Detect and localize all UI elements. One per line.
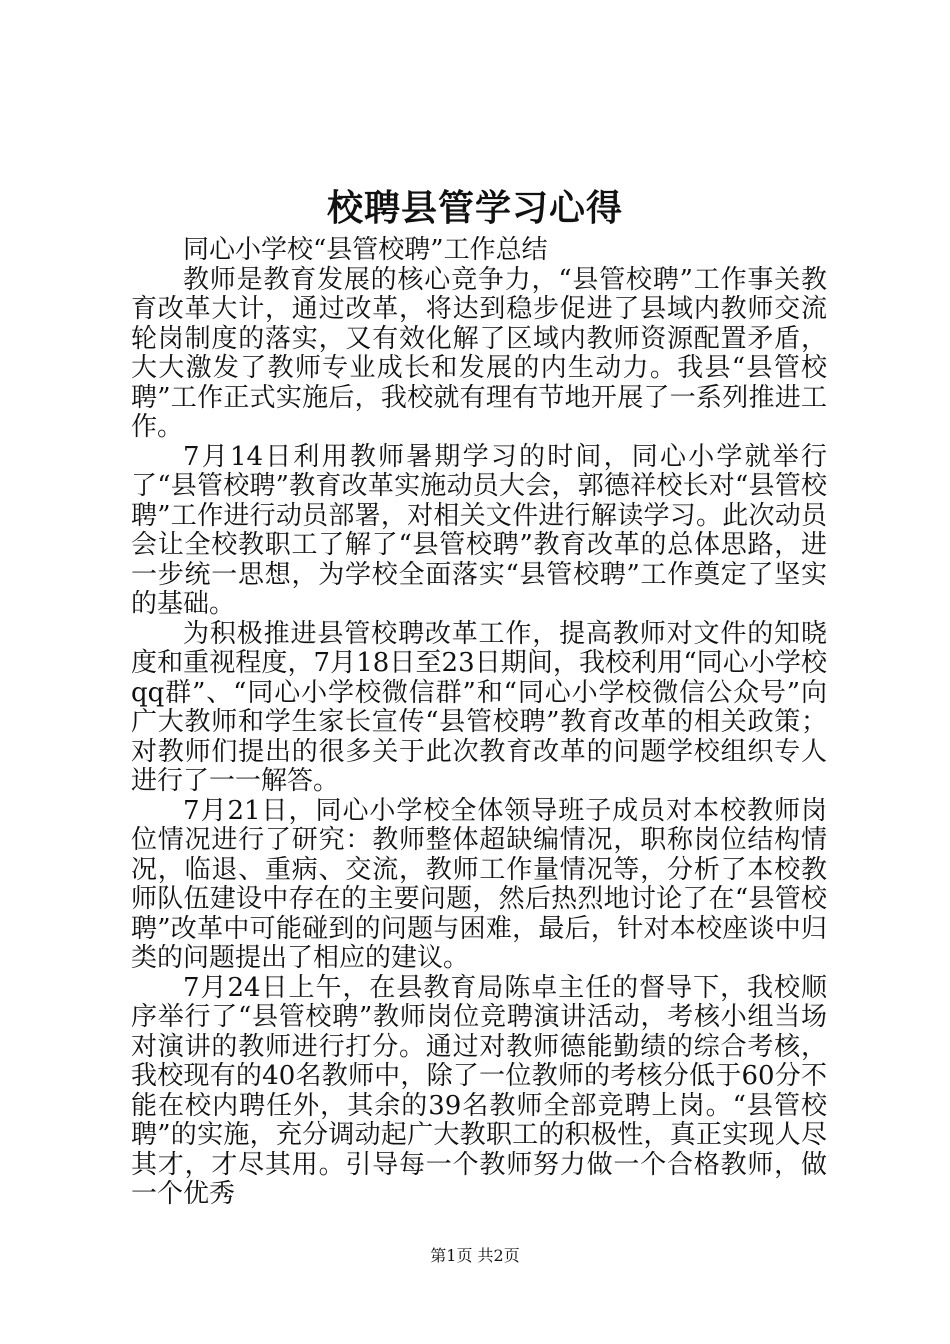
paragraph: 为积极推进县管校聘改革工作，提高教师对文件的知晓度和重视程度，7月18日至23日期间，我校利用“同心小学校qq群”、“同心小学校微信群”和“同心小学校微信公众号”向广大教师和学生家长宣传“县管校聘”教育改革的相关政策；对教师们提出的很多关于此次教育改革的问题学校组织专人进行了一一解答。 [131,618,827,796]
document-body [131,236,827,1210]
paragraph: 7月14日利用教师暑期学习的时间，同心小学就举行了“县管校聘”教育改革实施动员大会，郭德祥校长对“县管校聘”工作进行动员部署，对相关文件进行解读学习。此次动员会让全校教职工了解了“县管校聘”教育改革的总体思路，进一步统一思想，为学校全面落实“县管校聘”工作奠定了坚实的基础。 [131,441,827,619]
paragraph: 教师是教育发展的核心竞争力，“县管校聘”工作事关教育改革大计，通过改革，将达到稳步促进了县域内教师交流轮岗制度的落实，又有效化解了区域内教师资源配置矛盾，大大激发了教师专业成长和发展的内生动力。我县“县管校聘”工作正式实施后，我校就有理有节地开展了一系列推进工作。 [131,264,827,442]
page-title: 校聘县管学习心得 [326,187,623,229]
paragraph: 7月21日，同心小学校全体领导班子成员对本校教师岗位情况进行了研究：教师整体超缺编情况，职称岗位结构情况，临退、重病、交流，教师工作量情况等，分析了本校教师队伍建设中存在的主要问题，然后热烈地讨论了在“县管校聘”改革中可能碰到的问题与困难，最后，针对本校座谈中归类的问题提出了相应的建议。 [131,795,827,973]
paragraph: 7月24日上午，在县教育局陈卓主任的督导下，我校顺序举行了“县管校聘”教师岗位竞聘演讲活动，考核小组当场对演讲的教师进行打分。通过对教师德能勤绩的综合考核，我校现有的40名教师中，除了一位教师的考核分低于60分不能在校内聘任外，其余的39名教师全部竞聘上岗。“县管校聘”的实施，充分调动起广大教职工的积极性，真正实现人尽其才，才尽其用。引导每一个教师努力做一个合格教师，做一个优秀 [131,972,827,1209]
page-footer: 第1页 共2页 [430,1246,520,1265]
paragraph-subtitle: 同心小学校“县管校聘”工作总结 [183,235,548,265]
